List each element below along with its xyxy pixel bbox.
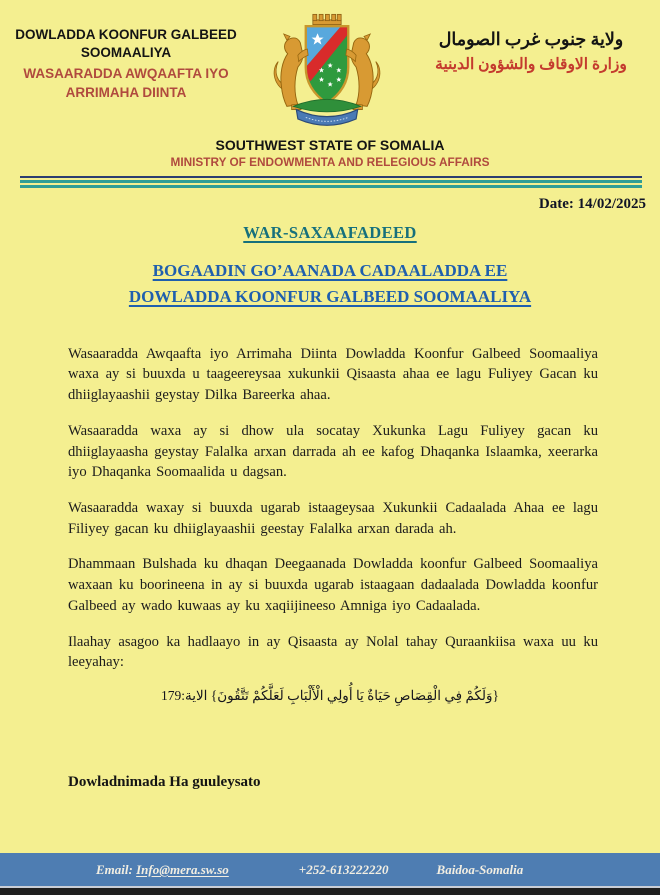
coat-of-arms-icon bbox=[266, 12, 388, 130]
subject-title bbox=[0, 258, 660, 311]
document-date: Date: 14/02/2025 bbox=[538, 196, 646, 212]
footer-email bbox=[96, 862, 229, 878]
arabic-ministry-name: وزارة الاوقاف والشؤون الدينية bbox=[435, 56, 627, 74]
letterhead bbox=[0, 0, 660, 135]
divider-teal-line-bottom bbox=[20, 185, 642, 188]
footer-contact-bar bbox=[0, 853, 660, 886]
somali-state-name: DOWLADDA KOONFUR GALBEED SOOMAALIYA bbox=[15, 27, 237, 61]
body-paragraph: Wasaaradda waxa ay si dhow ula socatay Xukunka Lagu Fuliyey gacan ku dhiiglayaasha geystay Falalka arxan darrada ah ee kafog Dhaqanka Islaamka, xeerarka iyo Dhaqanka Soomaalida u dagsan. bbox=[68, 422, 598, 481]
arabic-state-name: ولاية جنوب غرب الصومال bbox=[438, 29, 624, 49]
email-link[interactable]: Info@mera.sw.so bbox=[136, 861, 229, 877]
email-label: Email: bbox=[96, 861, 133, 877]
footer-phone: +252-613222220 bbox=[298, 861, 389, 877]
letterhead-divider bbox=[20, 176, 642, 188]
subject-title-line1: BOGAADIN GO’AANADA CADAALADDA EE bbox=[152, 261, 508, 280]
body-paragraph: Wasaaradda Awqaafta iyo Arrimaha Diinta Dowladda Koonfur Galbeed Soomaaliya waxa ay si buuxda u taageereysaa xukunkii Qisaasta ahaa ee lagu Fuliyey Gacan ku dhiiglayaashii geystay Dilka Bareerka ahaa. bbox=[68, 345, 598, 404]
quran-verse: {وَلَكُمْ فِي الْقِصَاصِ حَيَاةٌ يَا أُولِي الْأَلْبَابِ لَعَلَّكُمْ تَتَّقُونَ} الاية:179 bbox=[160, 688, 500, 704]
body-paragraph: Ilaahay asagoo ka hadlaayo in ay Qisaasta ay Nolal tahay Quraankiisa waxa uu ku leeyahay: bbox=[68, 633, 598, 671]
letterhead-arabic-block bbox=[402, 26, 660, 135]
somali-ministry-name: WASAARADDA AWQAAFTA IYO ARRIMAHA DIINTA bbox=[23, 66, 229, 100]
body-paragraph: Wasaaradda waxay si buuxda ugarab istaageysaa Xukunkii Cadaalada Ahaa ee lagu Filiyey gacan ku dhiiglayaashii geestay Falalka arxan darada ah. bbox=[68, 500, 598, 537]
document-body bbox=[68, 344, 598, 673]
coat-of-arms bbox=[252, 12, 402, 135]
footer-dark-strip bbox=[0, 888, 660, 895]
english-ministry-name: MINISTRY OF ENDOWMENTA AND RELEGIOUS AFFAIRS bbox=[170, 155, 490, 169]
subject-title-line2: DOWLADDA KOONFUR GALBEED SOOMAALIYA bbox=[128, 287, 532, 307]
closing-slogan: Dowladnimada Ha guuleysato bbox=[68, 774, 261, 791]
body-paragraph: Dhammaan Bulshada ku dhaqan Deegaanada Dowladda koonfur Galbeed Soomaaliya waxaan ku boorineena in ay si buuxda ugarab istaagaan dadaalada Dowladda koonfur Galbeed ay wado kuwaas ay ku xaqiijineeso Amniga iyo Cadaalada. bbox=[68, 556, 598, 614]
footer-location: Baidoa-Somalia bbox=[436, 861, 524, 877]
letterhead-somali-block bbox=[0, 26, 252, 135]
english-state-name: SOUTHWEST STATE OF SOMALIA bbox=[215, 137, 445, 153]
footer bbox=[0, 853, 660, 895]
press-release-title: WAR-SAXAAFADEED bbox=[243, 223, 417, 242]
